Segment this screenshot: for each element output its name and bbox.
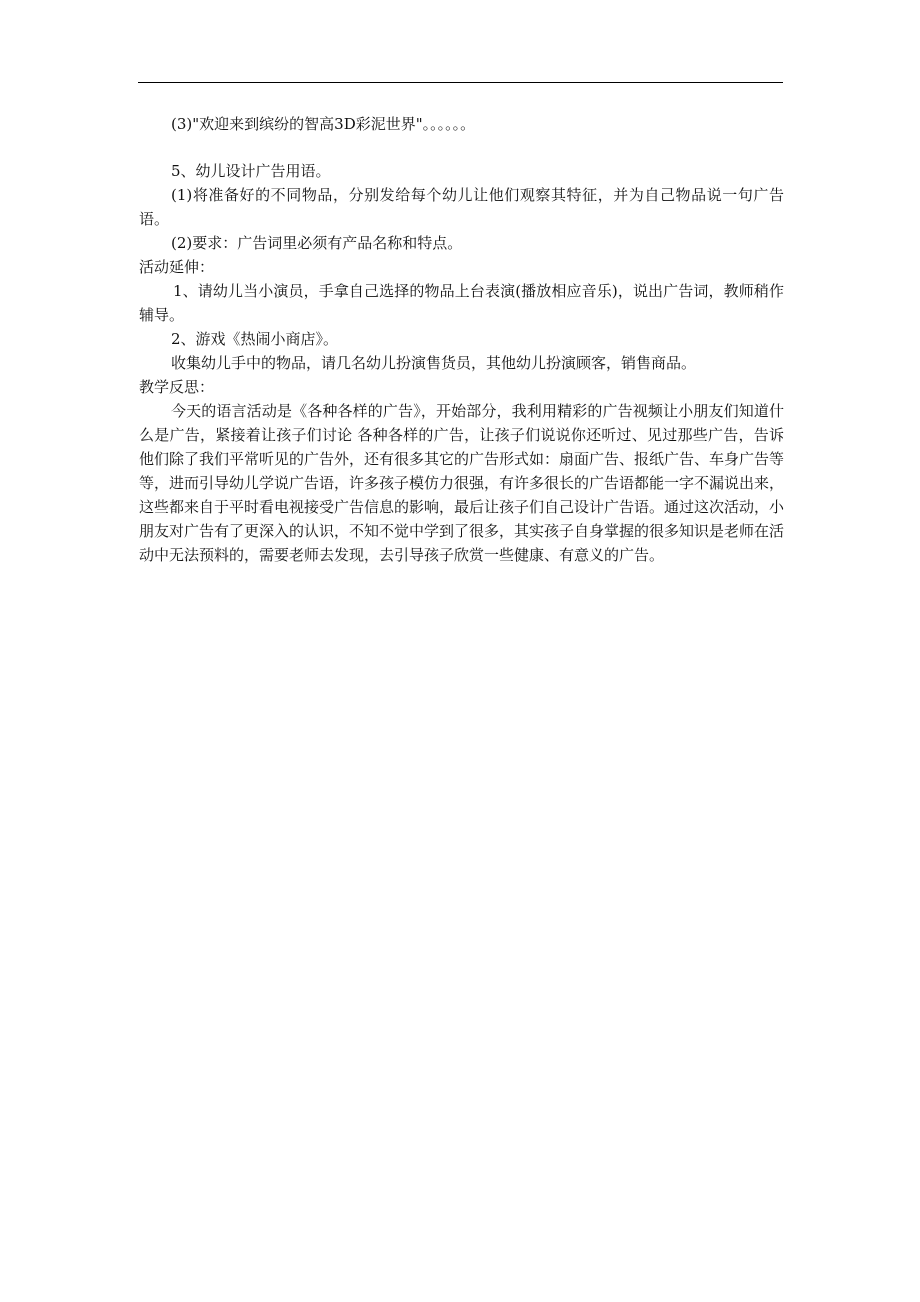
header-divider	[138, 82, 783, 83]
reflection-body: 今天的语言活动是《各种各样的广告》，开始部分，我利用精彩的广告视频让小朋友们知道什么是广告，紧接着让孩子们讨论 各种各样的广告，让孩子们说说你还听过、见过那些广告，告诉他们除了我们平常听见的广告外，还有很多其它的广告形式如：扇面广告、报纸广告、车身广告等等，进而引导幼儿学说广告语，许多孩子模仿力很强，有许多很长的广告语都能一字不漏说出来，这些都来自于平时看电视接受广告信息的影响，最后让孩子们自己设计广告语。通过这次活动，小朋友对广告有了更深入的认识，不知不觉中学到了很多，其实孩子自身掌握的很多知识是老师在活动中无法预料的，需要老师去发现，去引导孩子欣赏一些健康、有意义的广告。	[139, 402, 785, 564]
section-5-item-1: (1)将准备好的不同物品，分别发给每个幼儿让他们观察其特征，并为自己物品说一句广告语。	[139, 186, 784, 228]
extension-heading: 活动延伸：	[139, 258, 215, 276]
extension-item-1: 1、请幼儿当小演员，手拿自己选择的物品上台表演(播放相应音乐)，说出广告词，教师稍作辅导。	[139, 282, 784, 324]
section-5-item-2: (2)要求：广告词里必须有产品名称和特点。	[171, 234, 463, 252]
document-content	[139, 112, 784, 567]
extension-item-2: 2、游戏《热闹小商店》。	[171, 330, 339, 348]
section-5-title: 5、幼儿设计广告用语。	[171, 162, 331, 180]
section-3-item-3: (3)"欢迎来到缤纷的智高3D彩泥世界"。。。。。。	[171, 115, 476, 133]
extension-item-3: 收集幼儿手中的物品，请几名幼儿扮演售货员，其他幼儿扮演顾客，销售商品。	[171, 354, 697, 372]
reflection-heading: 教学反思：	[139, 378, 215, 396]
